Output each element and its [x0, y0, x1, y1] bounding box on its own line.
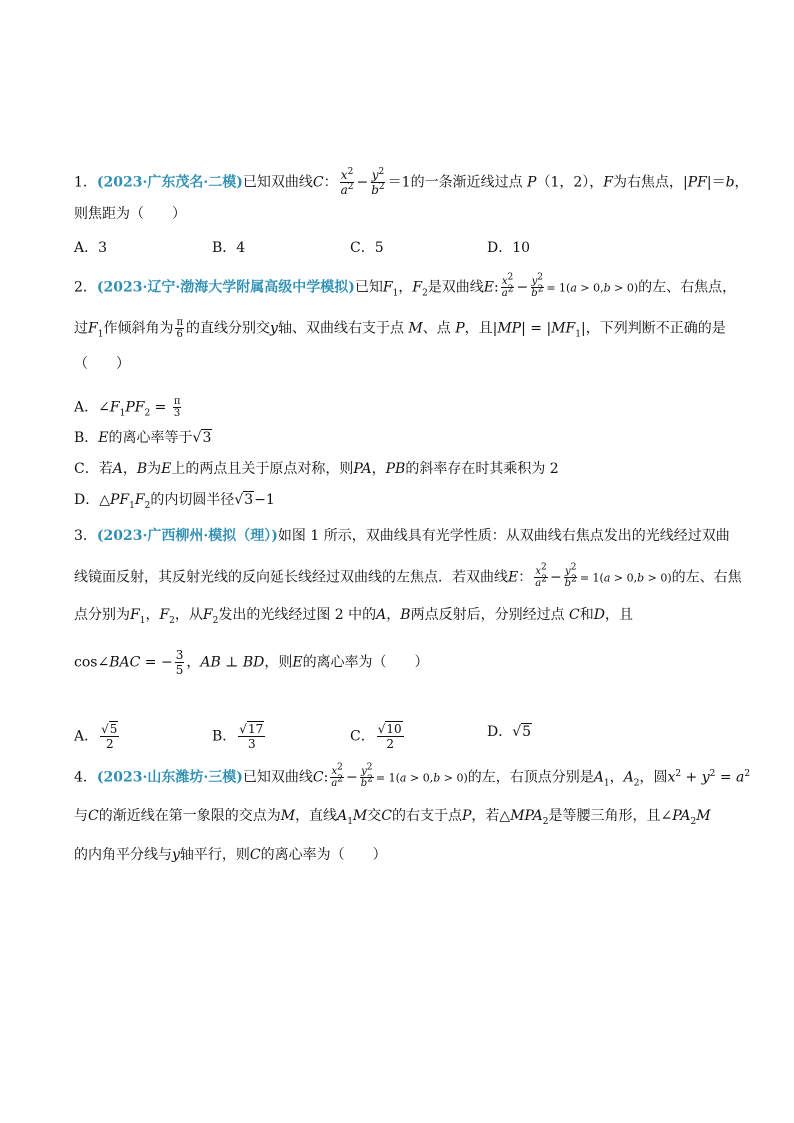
question-3-line-3: 点分别为$F_1$，$F_2$，从$F_2$发出的光线经过图 2 中的A，B两点反射后，分别经过点 C和D，且 [74, 607, 633, 626]
question-4-line-2: 与C的渐近线在第一象限的交点为M，直线$A_1M$交C的右支于点P，若$\triangle MPA_2$是等腰三角形，且$\angle PA_2M$ [74, 808, 711, 827]
question-2-line-2: 过$F_1$作倾斜角为 $\frac{\pi}{6}$ 的直线分别交y轴、双曲线右支于点 M、点 P，且$|MP| = |MF_1|$，下列判断不正确的是 [74, 317, 726, 340]
q2-option-a: A．$\angle F_1PF_2$ = $\frac{\pi}{3}$ [74, 396, 181, 419]
question-3-line-4: cos∠BAC = − $\frac{3}{5}$ ，AB ⊥ BD，则E的离心率为（ ） [74, 648, 429, 677]
question-1-line-1: 1．(2023·广东茂名·二模)已知双曲线C： $\frac{x^2}{a^2}$ − $\frac{y^2}{b^2}$ ＝1的一条渐近线过点 P（1，2），F为右焦点，|PF|＝b， [74, 167, 749, 197]
question-source: (2023·辽宁·渤海大学附属高级中学模拟) [96, 279, 355, 296]
q3-option-a: A． $\frac{√5}{2}$ [74, 722, 118, 751]
q3-option-c: C． $\frac{√10}{2}$ [350, 722, 402, 751]
q2-option-d: D．$\triangle PF_1F_2$的内切圆半径√3−1 [74, 492, 275, 511]
q2-option-b: B．E的离心率等于√3 [74, 430, 212, 446]
question-3-line-1: 3．(2023·广西柳州·模拟（理）)如图 1 所示，双曲线具有光学性质：从双曲线右焦点发出的光线经过双曲 [74, 528, 730, 544]
question-2-line-3: （ ） [74, 356, 130, 372]
question-number: 1． [74, 174, 97, 191]
q3-option-b: B． $\frac{√17}{3}$ [212, 722, 264, 751]
question-3-line-2: 线镜面反射，其反射光线的反向延长线经过双曲线的左焦点．若双曲线E： $\frac{x^2}{a^2}$ − $\frac{y^2}{b^2}$ = 1(a > 0,b > 0)的左、右焦 [74, 562, 742, 589]
question-source: (2023·广东茂名·二模) [96, 174, 243, 191]
q1-option-c: C．5 [350, 240, 384, 256]
question-4-line-1: 4．(2023·山东潍坊·三模)已知双曲线C: $\frac{x^2}{a^2}$ − $\frac{y^2}{b^2}$ = 1(a > 0,b > 0)的左，右顶点分别是$A_1$，$A_2$，圆$x^2 + y^2 = a^2$ [74, 762, 751, 789]
question-4-line-3: 的内角平分线与y轴平行，则C的离心率为（ ） [74, 847, 387, 863]
q2-option-c: C．若A，B为E上的两点且关于原点对称，则PA，PB的斜率存在时其乘积为 2 [74, 461, 559, 477]
q3-option-d: D．√5 [487, 724, 532, 740]
q1-option-a: A．3 [74, 240, 108, 256]
question-source: (2023·广西柳州·模拟（理）) [96, 528, 278, 544]
question-1-line-2: 则焦距为（ ） [74, 206, 186, 222]
question-2-line-1: 2．(2023·辽宁·渤海大学附属高级中学模拟)已知$F_1$，$F_2$是双曲线E: $\frac{x^2}{a^2}$ − $\frac{y^2}{b^2}$ = 1(a > 0,b > 0)的左、右焦点， [74, 272, 737, 299]
q1-option-d: D．10 [487, 240, 531, 256]
fraction: $\frac{x^2}{a^2}$ [340, 167, 354, 197]
q1-option-b: B．4 [212, 240, 246, 256]
question-source: (2023·山东潍坊·三模) [96, 769, 243, 786]
